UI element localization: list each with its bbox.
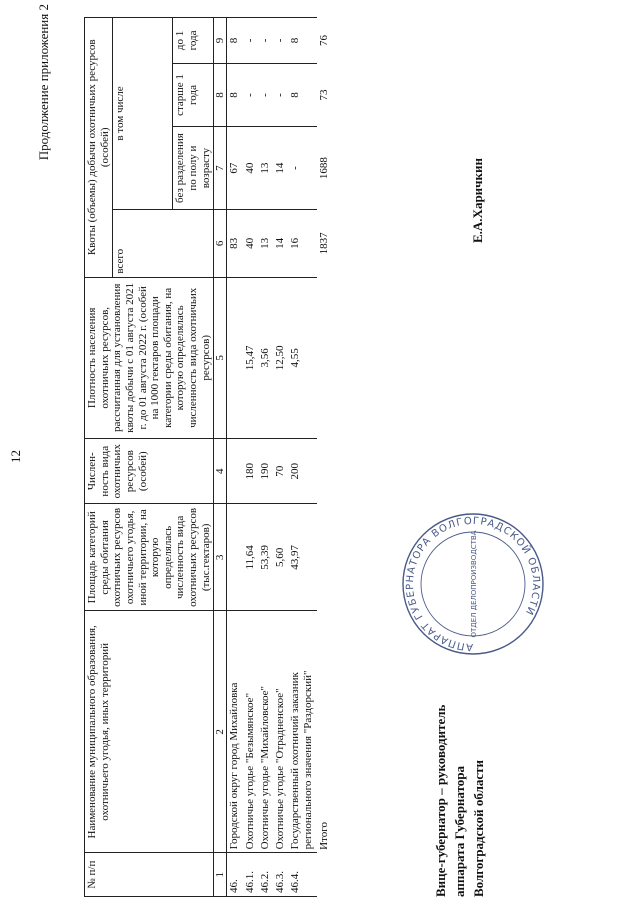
header-density: Плотность населения охотничьих ресурсов, рассчитанная для установления квоты добычи с 01 августа 2021 г. до 01 августа 2022 г. (особей на 1000 гектаров площади категории среды обитания, на которую определялась численность вида охотничьих ресурсов) (85, 277, 214, 438)
row-younger: - (258, 18, 273, 64)
row-older: - (243, 63, 258, 126)
row-area: 5,60 (273, 504, 288, 611)
row-younger: 8 (227, 18, 243, 64)
row-no-division: - (288, 127, 316, 210)
table-row (227, 18, 243, 897)
row-density: 15,47 (243, 277, 258, 438)
signer-name: Е.А.Харичкин (470, 158, 485, 243)
column-index: 5 (214, 277, 227, 438)
row-name: Охотничье угодье "Отрадненское" (273, 611, 288, 853)
quota-table (84, 17, 331, 897)
row-area: 43,97 (288, 504, 316, 611)
row-no-division: 40 (243, 127, 258, 210)
continuation-label: Продолжение приложения 2 (36, 4, 51, 161)
total-label: Итого (317, 822, 330, 850)
column-index: 4 (214, 439, 227, 504)
official-seal-stamp (398, 509, 548, 659)
row-total: 83 (227, 210, 243, 278)
signer-title-line-3: Волгоградской области (470, 759, 486, 897)
row-total: 14 (273, 210, 288, 278)
row-younger: - (243, 18, 258, 64)
row-area: 53,39 (258, 504, 273, 611)
row-younger: - (273, 18, 288, 64)
row-number: 46.1. (243, 853, 258, 897)
signer-block (432, 705, 489, 897)
row-name: Городской округ город Михайловка (227, 611, 243, 853)
row-no-division: 14 (273, 127, 288, 210)
seal-inner-text: ОТДЕЛ ДЕЛОПРОИЗВОДСТВА (470, 530, 478, 638)
header-younger: до 1 года (173, 18, 214, 64)
row-density: 3,56 (258, 277, 273, 438)
column-index-row (214, 18, 227, 897)
row-name: Государственный охотничий заказник регионального значения "Раздорский" (288, 611, 316, 853)
header-row-1 (85, 18, 113, 897)
signer-title-line-1: Вице-губернатор – руководитель (433, 704, 448, 897)
table-row (243, 18, 258, 897)
column-index: 8 (214, 63, 227, 126)
row-name: Охотничье угодье "Безымянское" (243, 611, 258, 853)
column-index: 9 (214, 18, 227, 64)
header-quotas: Квоты (объемы) добычи охотничьих ресурсов (особей) (85, 18, 113, 278)
header-count: Числен-ность вида охотничьих ресурсов (особей) (85, 439, 214, 504)
row-no-division: 67 (227, 127, 243, 210)
row-density: 4,55 (288, 277, 316, 438)
total-younger: 76 (317, 34, 330, 46)
row-count: 70 (273, 439, 288, 504)
header-total: всего (113, 210, 214, 278)
column-index: 6 (214, 210, 227, 278)
table-row (273, 18, 288, 897)
total-older: 73 (317, 89, 330, 101)
row-name: Охотничье угодье "Михайловское" (258, 611, 273, 853)
total-no-division: 1688 (317, 157, 330, 180)
header-older: старше 1 года (173, 63, 214, 126)
row-no-division: 13 (258, 127, 273, 210)
column-index: 7 (214, 127, 227, 210)
row-older: 8 (227, 63, 243, 126)
column-index: 1 (214, 853, 227, 897)
row-area: 11,64 (243, 504, 258, 611)
header-name: Наименование муниципального образования, охотничьего угодья, иных территорий (85, 611, 214, 853)
total-row (317, 18, 331, 897)
column-index: 3 (214, 504, 227, 611)
seal-outer-text: АППАРАТ ГУБЕРНАТОРА ВОЛГОГРАДСКОЙ ОБЛАСТИ (404, 515, 542, 653)
column-index: 2 (214, 611, 227, 853)
header-including: в том числе (113, 18, 173, 210)
page-number: 12 (8, 450, 23, 463)
signer-title-line-2: аппарата Губернатора (451, 765, 467, 897)
row-total: 13 (258, 210, 273, 278)
row-area (227, 504, 243, 611)
row-total: 40 (243, 210, 258, 278)
header-area: Площадь категорий среды обитания охотничьих ресурсов охотничьего угодья, иной территории, на которую определялась численность вида охотничьих ресурсов (тыс.гектаров) (85, 504, 214, 611)
table-row (258, 18, 273, 897)
row-number: 46.4. (288, 853, 316, 897)
row-density (227, 277, 243, 438)
header-no-division: без разделения по полу и возрасту (173, 127, 214, 210)
row-total: 16 (288, 210, 316, 278)
row-count: 180 (243, 439, 258, 504)
header-number: № п/п (85, 853, 214, 897)
row-younger: 8 (288, 18, 316, 64)
row-number: 46. (227, 853, 243, 897)
row-count: 200 (288, 439, 316, 504)
row-number: 46.2. (258, 853, 273, 897)
total-total: 1837 (317, 232, 330, 255)
row-older: - (273, 63, 288, 126)
row-density: 12,50 (273, 277, 288, 438)
row-older: - (258, 63, 273, 126)
row-number: 46.3. (273, 853, 288, 897)
row-count (227, 439, 243, 504)
row-count: 190 (258, 439, 273, 504)
table-row (288, 18, 316, 897)
row-older: 8 (288, 63, 316, 126)
